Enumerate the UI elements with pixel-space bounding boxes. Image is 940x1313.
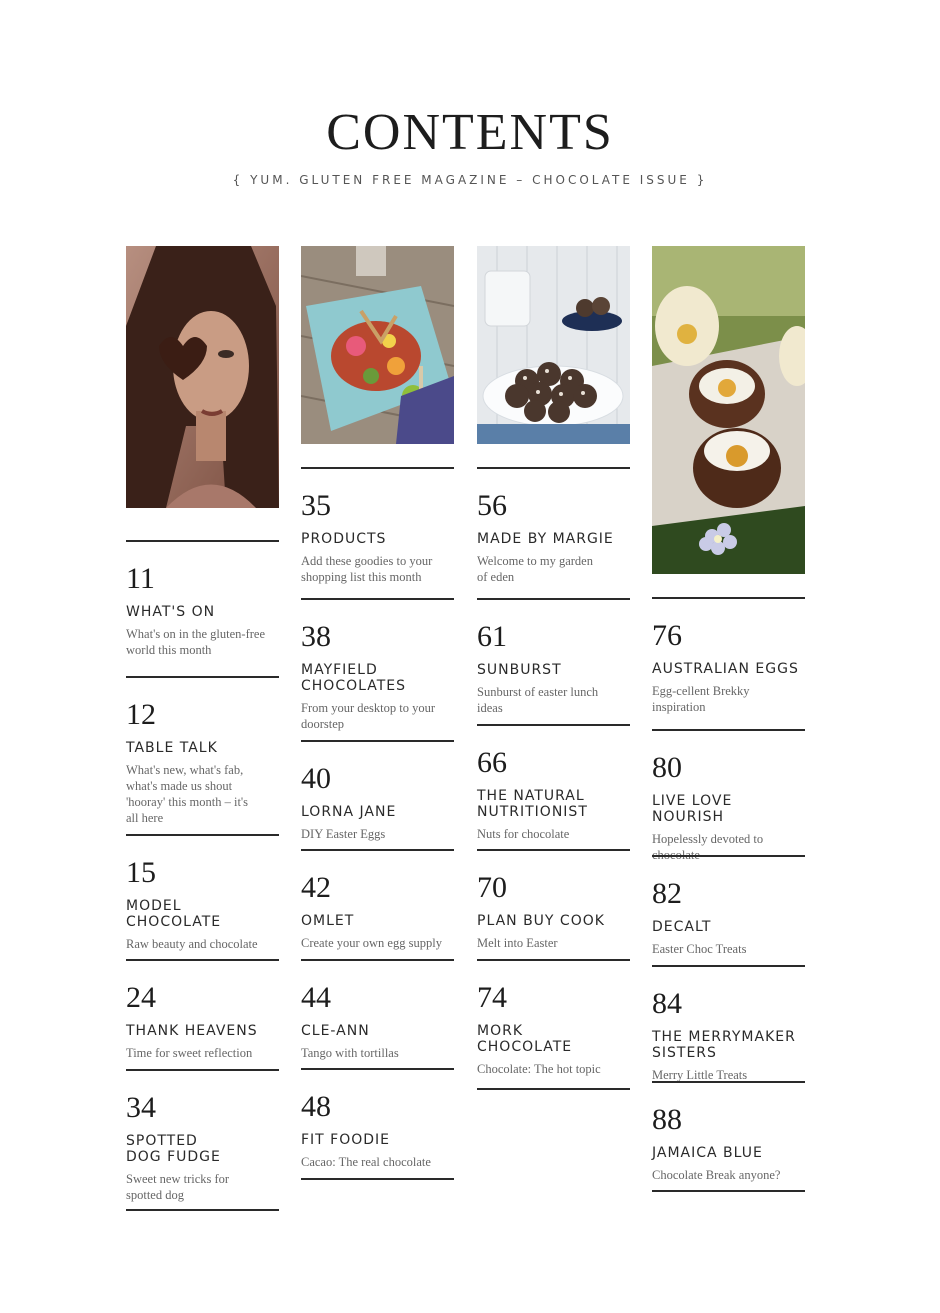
- entry-description: Create your own egg supply: [301, 936, 442, 950]
- toc-entry[interactable]: [301, 467, 454, 585]
- toc-entry[interactable]: [301, 740, 454, 842]
- entry-title: MAYFIELD CHOCOLATES: [301, 662, 407, 694]
- toc-entry[interactable]: [126, 1069, 279, 1203]
- toc-entry[interactable]: [126, 959, 279, 1061]
- entry-title: JAMAICA BLUE: [652, 1145, 763, 1161]
- entry-title: OMLET: [301, 913, 355, 929]
- entry-title: MADE BY MARGIE: [477, 531, 614, 547]
- column-end-line: [652, 1190, 805, 1192]
- page-subtitle: { YUM. GLUTEN FREE MAGAZINE – CHOCOLATE ISSUE }: [232, 173, 708, 187]
- page-number: 35: [301, 489, 331, 522]
- page-number: 66: [477, 746, 507, 779]
- entry-title: THE MERRYMAKER SISTERS: [652, 1029, 796, 1061]
- page-number: 12: [126, 698, 156, 731]
- entry-title: WHAT'S ON: [126, 604, 216, 620]
- woman-chocolate-heart-photo: [126, 246, 279, 508]
- entry-title: THANK HEAVENS: [126, 1023, 258, 1039]
- toc-entry[interactable]: [477, 598, 630, 716]
- chocolate-easter-eggs-photo: [652, 246, 805, 574]
- toc-entry[interactable]: [477, 959, 630, 1077]
- toc-entry[interactable]: [126, 540, 279, 658]
- entry-title: LORNA JANE: [301, 804, 397, 820]
- entry-title: SUNBURST: [477, 662, 562, 678]
- contents-column-2: [301, 246, 454, 1181]
- page-number: 70: [477, 871, 507, 904]
- entry-description: What's new, what's fab, what's made us shout 'hooray' this month – it's all here: [126, 763, 249, 825]
- entry-title: CLE-ANN: [301, 1023, 370, 1039]
- entry-title: DECALT: [652, 919, 712, 935]
- entry-title: PLAN BUY COOK: [477, 913, 605, 929]
- page-number: 34: [126, 1091, 156, 1124]
- entry-description: From your desktop to your doorstep: [301, 701, 436, 731]
- page-number: 76: [652, 619, 682, 652]
- toc-entry[interactable]: [301, 849, 454, 951]
- contents-column-4: [652, 246, 805, 1196]
- entry-title: MORK CHOCOLATE: [477, 1023, 573, 1055]
- contents-column-1: [126, 246, 279, 1226]
- toc-entry[interactable]: [652, 855, 805, 957]
- entry-description: Chocolate: The hot topic: [477, 1062, 601, 1076]
- toc-entry[interactable]: [652, 965, 805, 1083]
- page-number: 61: [477, 620, 507, 653]
- entry-description: Nuts for chocolate: [477, 827, 570, 841]
- entry-description: Cacao: The real chocolate: [301, 1155, 431, 1169]
- page-number: 48: [301, 1090, 331, 1123]
- page-title: CONTENTS: [326, 104, 614, 161]
- entry-title: TABLE TALK: [126, 740, 218, 756]
- toc-entry[interactable]: [477, 467, 630, 585]
- page-number: 24: [126, 981, 156, 1014]
- page-number: 38: [301, 620, 331, 653]
- entry-description: Sweet new tricks for spotted dog: [126, 1172, 230, 1202]
- toc-entry[interactable]: [477, 724, 630, 842]
- page-number: 44: [301, 981, 331, 1014]
- toc-entry[interactable]: [652, 597, 805, 715]
- toc-entry[interactable]: [652, 1081, 805, 1183]
- entry-description: Easter Choc Treats: [652, 942, 747, 956]
- page-number: 11: [126, 562, 155, 595]
- page-number: 74: [477, 981, 507, 1014]
- toc-entry[interactable]: [126, 834, 279, 952]
- toc-entry[interactable]: [126, 676, 279, 826]
- entry-title: FIT FOODIE: [301, 1132, 391, 1148]
- page-number: 82: [652, 877, 682, 910]
- chocolate-coconut-balls-photo: [477, 246, 630, 444]
- entry-description: Tango with tortillas: [301, 1046, 399, 1060]
- page-number: 56: [477, 489, 507, 522]
- entry-description: Merry Little Treats: [652, 1068, 748, 1082]
- entry-title: LIVE LOVE NOURISH: [652, 793, 733, 825]
- entry-description: What's on in the gluten-free world this month: [126, 627, 266, 657]
- contents-column-3: [477, 246, 630, 1091]
- entry-title: THE NATURAL NUTRITIONIST: [477, 788, 588, 820]
- page-number: 80: [652, 751, 682, 784]
- entry-description: Hopelessly devoted to chocolate: [652, 832, 764, 862]
- toc-entry[interactable]: [652, 729, 805, 863]
- entry-title: SPOTTED DOG FUDGE: [126, 1133, 221, 1165]
- entry-description: Sunburst of easter lunch ideas: [477, 685, 599, 715]
- taco-salad-plate-photo: [301, 246, 454, 444]
- column-end-line: [126, 1209, 279, 1211]
- column-end-line: [301, 1178, 454, 1180]
- entry-title: MODEL CHOCOLATE: [126, 898, 222, 930]
- entry-description: Chocolate Break anyone?: [652, 1168, 781, 1182]
- toc-entry[interactable]: [301, 959, 454, 1061]
- toc-entry[interactable]: [301, 1068, 454, 1170]
- entry-description: Melt into Easter: [477, 936, 558, 950]
- entry-description: Egg-cellent Brekky inspiration: [652, 684, 750, 714]
- page-number: 42: [301, 871, 331, 904]
- column-end-line: [477, 1088, 630, 1090]
- page-number: 15: [126, 856, 156, 889]
- entry-description: Welcome to my garden of eden: [477, 554, 593, 584]
- entry-title: AUSTRALIAN EGGS: [652, 661, 799, 677]
- page-number: 88: [652, 1103, 682, 1136]
- page-number: 40: [301, 762, 331, 795]
- entry-description: DIY Easter Eggs: [301, 827, 386, 841]
- toc-entry[interactable]: [301, 598, 454, 732]
- entry-description: Add these goodies to your shopping list this month: [301, 554, 433, 584]
- entry-description: Raw beauty and chocolate: [126, 937, 258, 951]
- page-number: 84: [652, 987, 682, 1020]
- toc-entry[interactable]: [477, 849, 630, 951]
- entry-title: PRODUCTS: [301, 531, 387, 547]
- entry-description: Time for sweet reflection: [126, 1046, 253, 1060]
